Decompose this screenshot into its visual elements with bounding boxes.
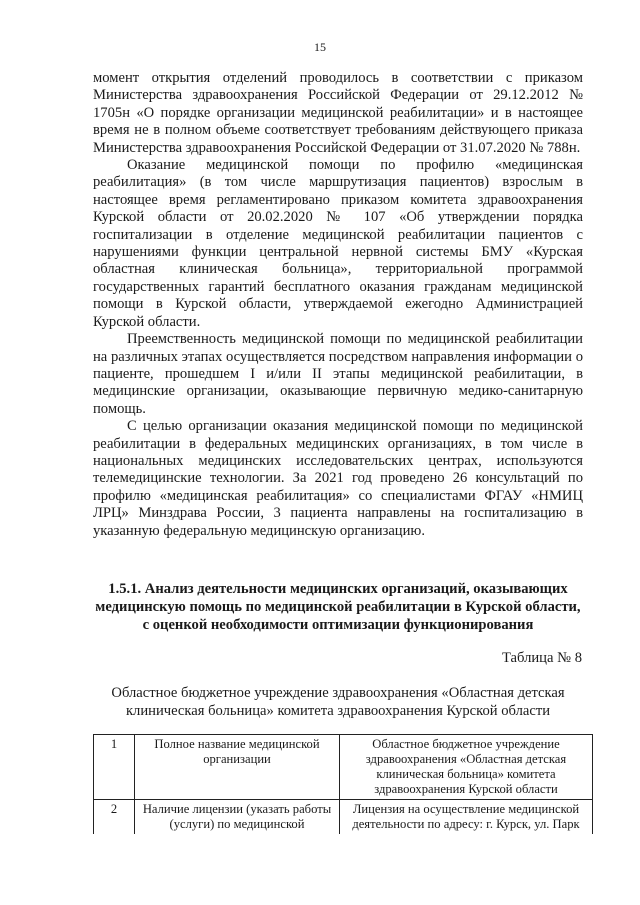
- paragraph-telemedicine: С целью организации оказания медицинской помощи по медицинской реабилитации в федеральных медицинских организациях, в том числе в национальных медицинских исследовательских центрах, используются телемедицинские технологии. За 2021 год проведено 26 консультаций по профилю «медицинская реабилитация» со специалистами ФГАУ «НМИЦ ЛРЦ» Минздрава России, 3 пациента направлены на госпитализацию в указанную федеральную медицинскую организацию.: [93, 418, 583, 539]
- row-number: 1: [94, 735, 135, 800]
- table-row: [94, 800, 593, 835]
- table-row: [94, 735, 593, 800]
- table-label: Таблица № 8: [502, 650, 582, 666]
- page-number: 15: [314, 40, 326, 54]
- row-value: Областное бюджетное учреждение здравоохранения «Областная детская клиническая больница» комитета здравоохранения Курской области: [340, 735, 593, 800]
- row-label: Наличие лицензии (указать работы (услуги) по медицинской: [135, 800, 340, 835]
- paragraph-order-context: момент открытия отделений проводилось в соответствии с приказом Министерства здравоохранения Российской Федерации от 29.12.2012 № 1705н «О порядке организации медицинской реабилитации» и в настоящее время не в полном объеме соответствует требованиям действующего приказа Министерства здравоохранения Российской Федерации от 31.07.2020 № 788н.: [93, 70, 583, 156]
- row-value: Лицензия на осуществление медицинской деятельности по адресу: г. Курск, ул. Парк: [340, 800, 593, 835]
- row-number: 2: [94, 800, 135, 835]
- body-text: [93, 70, 583, 540]
- paragraph-rehab-regulation: Оказание медицинской помощи по профилю «медицинская реабилитация» (в том числе маршрутизация пациентов) взрослым в настоящее время регламентировано приказом комитета здравоохранения Курской области от 20.02.2020 № 107 «Об утверждении порядка госпитализации в отделение медицинской реабилитации пациентов с нарушениями функции центральной нервной системы БМУ «Курская областная клиническая больница», территориальной программой государственных гарантий бесплатного оказания гражданам медицинской помощи в Курской области, утверждаемой ежегодно Администрацией Курской области.: [93, 157, 583, 330]
- paragraph-continuity: Преемственность медицинской помощи по медицинской реабилитации на различных этапах осуществляется посредством направления информации о пациенте, прошедшем I и/или II этапы медицинской реабилитации, в медицинские организации, оказывающие первичную медико-санитарную помощь.: [93, 331, 583, 417]
- table-caption: Областное бюджетное учреждение здравоохранения «Областная детская клиническая больница» комитета здравоохранения Курской области: [111, 685, 565, 719]
- organization-table: [93, 734, 593, 834]
- section-heading: 1.5.1. Анализ деятельности медицинских организаций, оказывающих медицинскую помощь по медицинской реабилитации в Курской области, с оценкой необходимости оптимизации функционирования: [95, 581, 581, 633]
- row-label: Полное название медицинской организации: [135, 735, 340, 800]
